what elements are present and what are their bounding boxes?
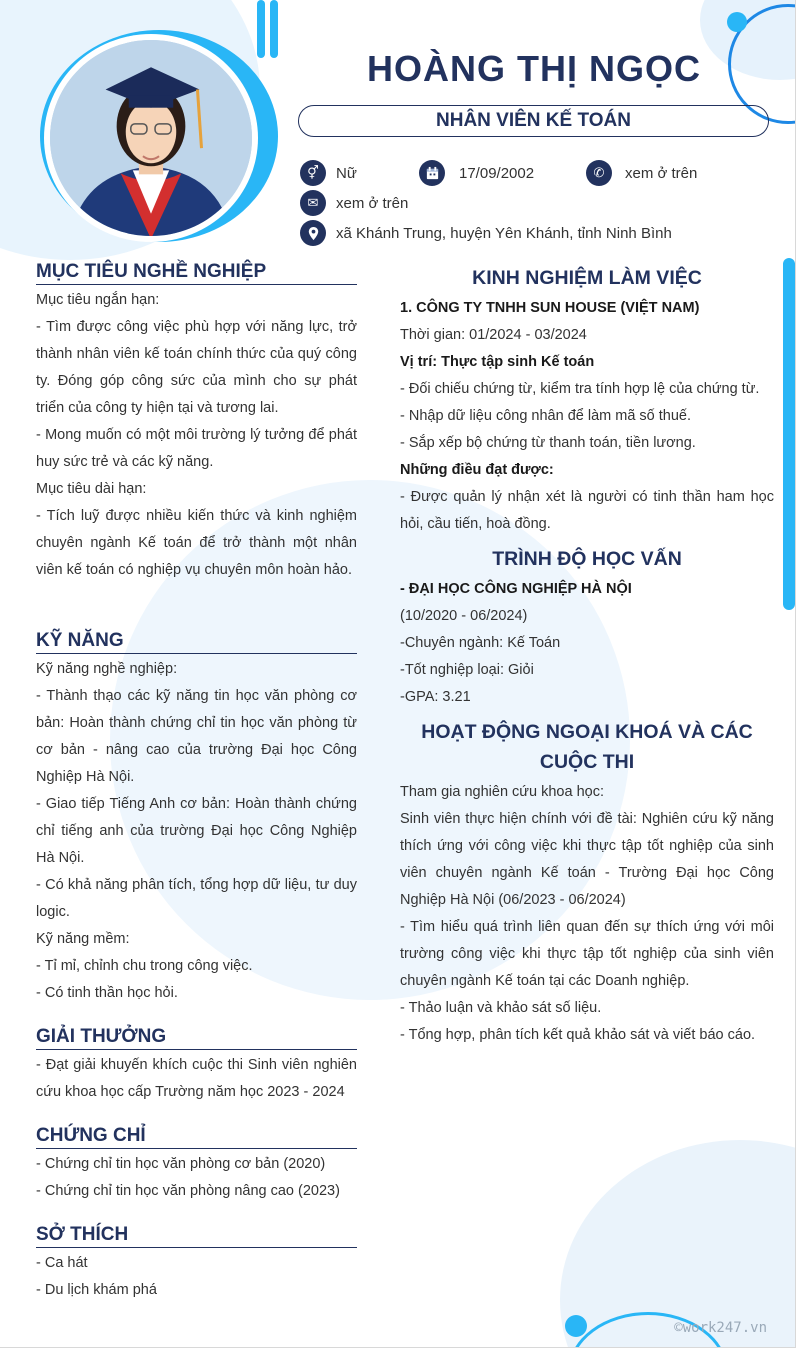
section-title-activities [400, 717, 774, 777]
school-name: - ĐẠI HỌC CÔNG NGHIỆP HÀ NỘI [400, 581, 632, 597]
location-icon [300, 220, 326, 246]
job-title: NHÂN VIÊN KẾ TOÁN [298, 105, 769, 137]
contact-address [300, 220, 672, 246]
phone-icon: ✆ [586, 160, 612, 186]
contact-phone [586, 160, 697, 186]
activity-line: Sinh viên thực hiện chính với đề tài: Nghiên cứu kỹ năng thích ứng với công việc khi thực tập tốt nghiệp của sinh viên chuyên ngành Kế toán - Trường Đại học Công Nghiệp Hà Nội (06/2023 - 06/2024) [400, 811, 774, 908]
experience-role: Vị trí: Thực tập sinh Kế toán [400, 354, 595, 370]
objective-body [36, 287, 357, 584]
objective-line: Mục tiêu dài hạn: [36, 481, 147, 497]
skills-line: Kỹ năng nghề nghiệp: [36, 661, 178, 677]
skills-body [36, 656, 357, 1007]
contact-dob [419, 160, 534, 186]
achievements-title: Những điều đạt được: [400, 462, 554, 478]
accent-bar [783, 258, 795, 610]
education-line: -Chuyên ngành: Kế Toán [400, 635, 561, 651]
experience-time: Thời gian: 01/2024 - 03/2024 [400, 327, 587, 343]
section-title-experience: KINH NGHIỆM LÀM VIỆC [472, 267, 702, 289]
calendar-icon [419, 160, 445, 186]
section-title-skills: KỸ NĂNG [36, 630, 357, 654]
dob-value: 17/09/2002 [459, 164, 535, 182]
objective-line: - Tích luỹ được nhiều kiến thức và kinh nghiệm chuyên ngành Kế toán để trở thành một nhân viên kế toán có nghiệp vụ chuyên môn hoàn hảo. [36, 508, 357, 578]
deco-dot [727, 12, 747, 32]
activity-line: - Thảo luận và khảo sát số liệu. [400, 1000, 602, 1016]
watermark: ©work247.vn [674, 1320, 767, 1336]
hobby-line: - Du lịch khám phá [36, 1282, 157, 1298]
activities-title-line: CUỘC THI [539, 751, 635, 773]
cert-line: - Chứng chỉ tin học văn phòng cơ bản (2020) [36, 1156, 326, 1172]
phone-value: xem ở trên [625, 164, 698, 182]
awards-body [36, 1052, 357, 1106]
duty-line: - Đối chiếu chứng từ, kiểm tra tính hợp lệ của chứng từ. [400, 381, 760, 397]
skills-line: - Có tinh thần học hỏi. [36, 985, 178, 1001]
activities-body [400, 779, 774, 1049]
awards-line: - Đạt giải khuyến khích cuộc thi Sinh viên nghiên cứu khoa học cấp Trường năm học 2023 - 2024 [36, 1057, 357, 1100]
activity-line: - Tìm hiểu quá trình liên quan đến sự thích ứng với môi trường công việc khi thực tập tốt nghiệp của sinh viên chuyên ngành Kế toán tại các Doanh nghiệp. [400, 919, 774, 989]
candidate-name: HOÀNG THỊ NGỌC [367, 48, 701, 89]
education-line: -Tốt nghiệp loại: Giỏi [400, 662, 534, 678]
skills-line: - Thành thạo các kỹ năng tin học văn phòng cơ bản: Hoàn thành chứng chỉ tin học văn phòng từ cơ bản - nâng cao của trường Đại học Công Nghiệp Hà Nội. [36, 688, 357, 785]
email-value: xem ở trên [336, 194, 409, 212]
duty-line: - Nhập dữ liệu công nhân để làm mã số thuế. [400, 408, 692, 424]
objective-line: - Tìm được công việc phù hợp với năng lực, trở thành nhân viên kế toán chính thức của quý công ty. Đóng góp công sức của mình cho sự phát triển của công ty hiện tại và tương lai. [36, 319, 357, 416]
education-line: -GPA: 3.21 [400, 689, 471, 705]
experience-body [400, 295, 774, 538]
section-title-certs: CHỨNG CHỈ [36, 1125, 357, 1149]
certs-body [36, 1151, 357, 1205]
hobbies-body [36, 1250, 357, 1304]
skills-line: - Tỉ mỉ, chỉnh chu trong công việc. [36, 958, 253, 974]
activity-line: - Tổng hợp, phân tích kết quả khảo sát và viết báo cáo. [400, 1027, 756, 1043]
duty-line: - Sắp xếp bộ chứng từ thanh toán, tiền lương. [400, 435, 696, 451]
gender-icon: ⚥ [300, 160, 326, 186]
accent-bar [270, 0, 278, 58]
objective-line: Mục tiêu ngắn hạn: [36, 292, 160, 308]
gender-value: Nữ [336, 164, 357, 182]
hobby-line: - Ca hát [36, 1255, 88, 1271]
contact-email [300, 190, 408, 216]
activities-title-line: HOẠT ĐỘNG NGOẠI KHOÁ VÀ CÁC [421, 721, 753, 743]
accent-bar [257, 0, 265, 58]
skills-line: Kỹ năng mềm: [36, 931, 130, 947]
education-line: (10/2020 - 06/2024) [400, 608, 528, 624]
address-value: xã Khánh Trung, huyện Yên Khánh, tỉnh Ninh Bình [336, 224, 672, 242]
objective-line: - Mong muốn có một môi trường lý tưởng để phát huy sức trẻ và các kỹ năng. [36, 427, 357, 470]
section-title-objective: MỤC TIÊU NGHỀ NGHIỆP [36, 261, 357, 285]
achievements-line: - Được quản lý nhận xét là người có tinh thần ham học hỏi, cầu tiến, hoà đồng. [400, 489, 774, 532]
contact-gender [300, 160, 357, 186]
deco-dot [565, 1315, 587, 1337]
education-body [400, 576, 774, 711]
email-icon: ✉ [300, 190, 326, 216]
section-title-hobbies: SỞ THÍCH [36, 1224, 357, 1248]
section-title-education: TRÌNH ĐỘ HỌC VẤN [492, 548, 682, 570]
company-name: 1. CÔNG TY TNHH SUN HOUSE (VIỆT NAM) [400, 300, 700, 316]
section-title-awards: GIẢI THƯỞNG [36, 1026, 357, 1050]
cert-line: - Chứng chỉ tin học văn phòng nâng cao (2023) [36, 1183, 340, 1199]
avatar-photo [50, 40, 252, 236]
activity-line: Tham gia nghiên cứu khoa học: [400, 784, 604, 800]
avatar [44, 34, 258, 242]
skills-line: - Giao tiếp Tiếng Anh cơ bản: Hoàn thành chứng chỉ tiếng anh của trường Đại học Công Nghiệp Hà Nội. [36, 796, 357, 866]
skills-line: - Có khả năng phân tích, tổng hợp dữ liệu, tư duy logic. [36, 877, 357, 920]
